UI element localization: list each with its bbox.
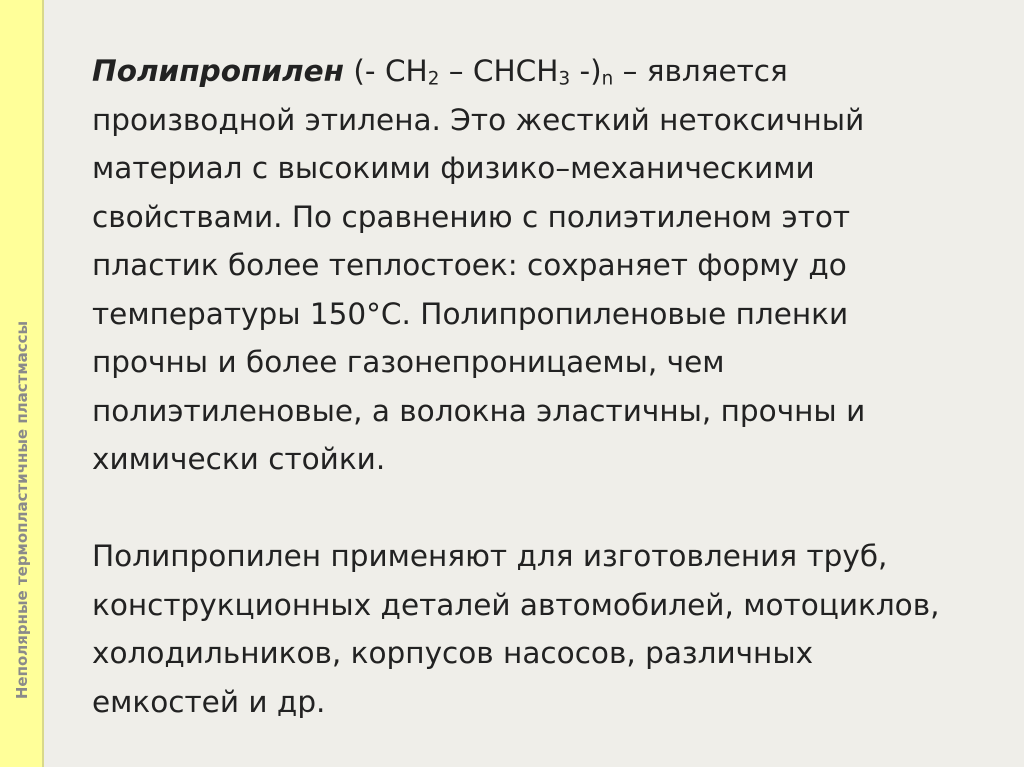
text-line: емкостей и др. [92, 684, 326, 719]
text-line: материал с высокими физико–механическими [92, 151, 815, 185]
formula-part-3: -) [570, 54, 602, 88]
first-line-tail: – является [613, 54, 788, 88]
paragraph-spacer [92, 484, 1012, 533]
formula-subscript-3: 3 [558, 68, 571, 90]
formula-subscript-n: n [601, 68, 614, 90]
text-line: свойствами. По сравнению с полиэтиленом этот [92, 199, 851, 234]
text-line: конструкционных деталей автомобилей, мотоциклов, [92, 587, 940, 622]
sidebar-title: Неполярные термопластичные пластмассы [13, 320, 31, 700]
paragraph-first-line [92, 47, 1012, 96]
text-line: химически стойки. [92, 442, 386, 476]
text-line: пластик более теплостоек: сохраняет форму до [92, 248, 847, 282]
text-line: Полипропилен применяют для изготовления труб, [92, 539, 888, 573]
paragraph-properties [92, 47, 1012, 484]
term-polypropylene: Полипропилен [92, 54, 345, 88]
formula-part-1: (- CH [344, 54, 428, 88]
text-line: температуры 150°С. Полипропиленовые пленки [92, 296, 849, 331]
formula-part-2: – CHCH [439, 54, 559, 88]
sidebar-band [0, 0, 44, 767]
text-line: прочны и более газонепроницаемы, чем [92, 345, 725, 379]
formula-subscript-2: 2 [427, 68, 440, 90]
slide-body [92, 47, 1012, 726]
paragraph-applications [92, 532, 1012, 726]
text-line: холодильников, корпусов насосов, различных [92, 636, 814, 670]
text-line: полиэтиленовые, а волокна эластичны, прочны и [92, 393, 866, 428]
text-line: производной этилена. Это жесткий нетоксичный [92, 102, 865, 137]
